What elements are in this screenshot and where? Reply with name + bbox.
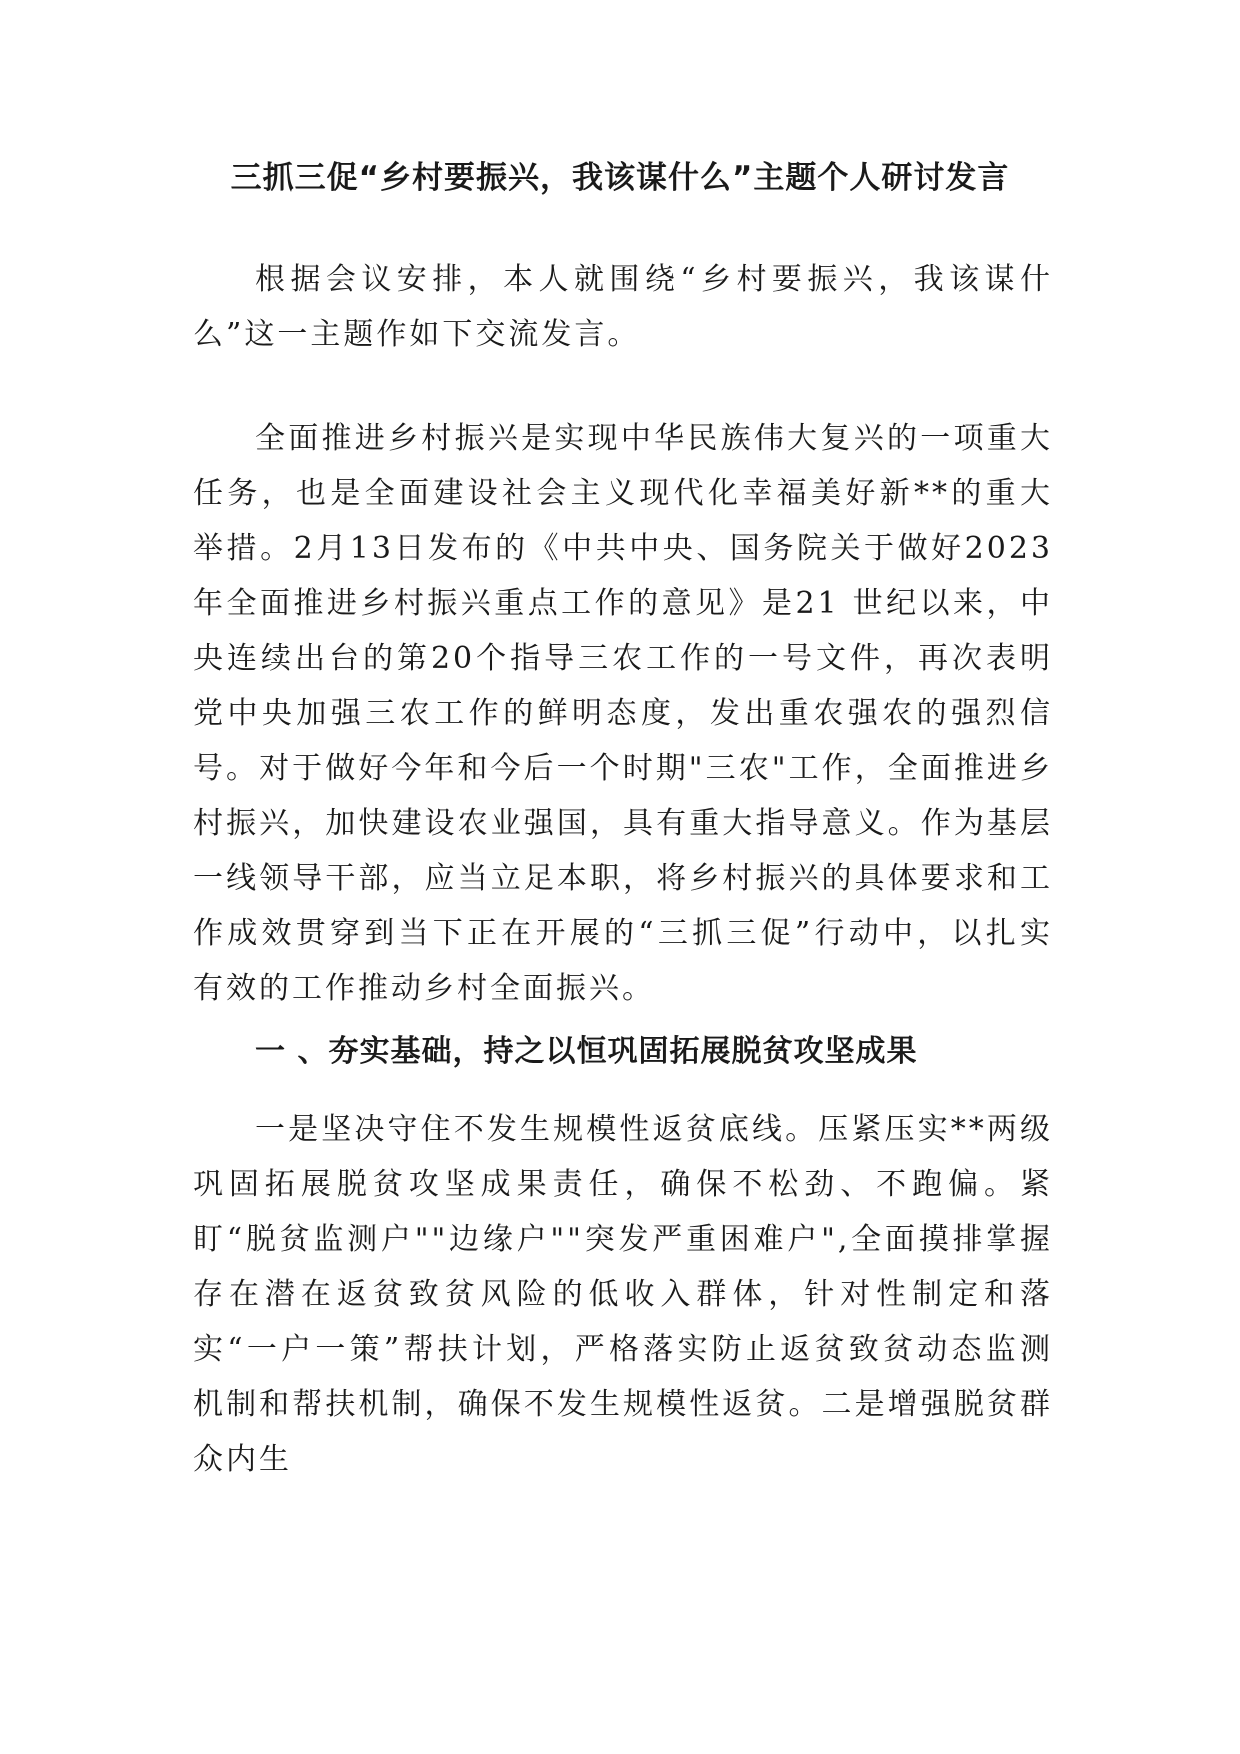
- document-title: 三抓三促“乡村要振兴，我该谋什么”主题个人研讨发言: [230, 160, 1010, 196]
- paragraph-section-1: 一是坚决守住不发生规模性返贫底线。压紧压实**两级巩固拓展脱贫攻坚成果责任，确保不松劲、不跑偏。紧盯“脱贫监测户""边缘户""突发严重困难户",全面摸排掌握存在潜在返贫致贫风险的低收入群体，针对性制定和落实“一户一策”帮扶计划，严格落实防止返贫致贫动态监测机制和帮扶机制，确保不发生规模性返贫。二是增强脱贫群众内生: [193, 1112, 1053, 1477]
- section-heading-1: 一 、夯实基础，持之以恒巩固拓展脱贫攻坚成果: [255, 1034, 918, 1069]
- paragraph-intro: 根据会议安排，本人就围绕“乡村要振兴，我该谋什么”这一主题作如下交流发言。: [193, 262, 1053, 352]
- paragraph-background: 全面推进乡村振兴是实现中华民族伟大复兴的一项重大任务，也是全面建设社会主义现代化幸福美好新**的重大举措。2月13日发布的《中共中央、国务院关于做好2023年全面推进乡村振兴重点工作的意见》是21 世纪以来，中央连续出台的第20个指导三农工作的一号文件，再次表明党中央加强三农工作的鲜明态度，发出重农强农的强烈信号。对于做好今年和今后一个时期"三农"工作，全面推进乡村振兴，加快建设农业强国，具有重大指导意义。作为基层一线领导干部，应当立足本职，将乡村振兴的具体要求和工作成效贯穿到当下正在开展的“三抓三促”行动中，以扎实有效的工作推动乡村全面振兴。: [193, 421, 1053, 1006]
